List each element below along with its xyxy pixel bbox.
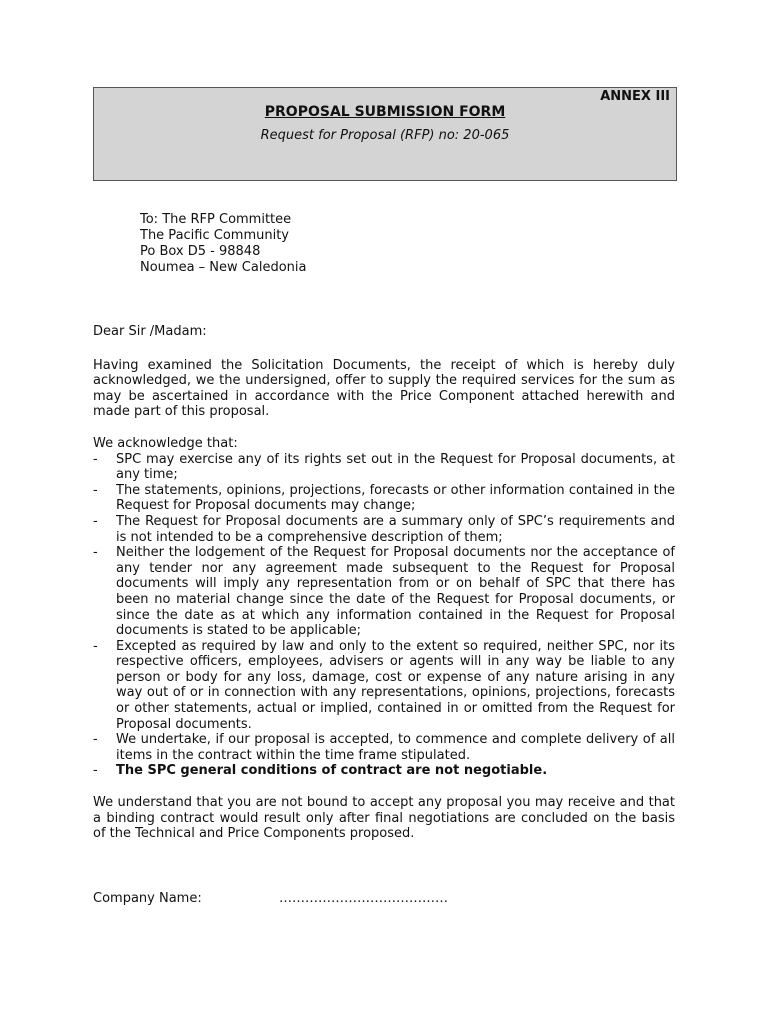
company-name-field: …………………………………: [279, 891, 448, 906]
bullet-dash: -: [93, 732, 98, 748]
list-item-text-bold: The SPC general conditions of contract are not negotiable.: [116, 763, 548, 779]
list-item: [93, 452, 675, 483]
closing-paragraph: We understand that you are not bound to accept any proposal you may receive and that a binding contract would result only after final negotiations are concluded on the basis of the Technical and Price Components proposed.: [93, 795, 675, 842]
bullet-dash: -: [93, 451, 98, 467]
list-item-text: Excepted as required by law and only to the extent so required, neither SPC, nor its respective officers, employees, advisers or agents will in any way be liable to any person or body for any loss, damage, cost or expense of any nature arising in any way out of or in connection with any representations, opinions, projections, forecasts or other statements, actual or implied, contained in or omitted from the Request for Proposal documents.: [116, 638, 675, 732]
recipient-address: [140, 212, 306, 276]
list-item: [93, 732, 675, 763]
list-item-text: Neither the lodgement of the Request for Proposal documents nor the acceptance of any tender nor any agreement made subsequent to the Request for Proposal documents will imply any representation from or on behalf of SPC that there has been no material change since the date of the Request for Proposal documents, or since the date as at which any information contained in the Request for Proposal documents is stated to be applicable;: [116, 545, 675, 639]
list-item-text: The Request for Proposal documents are a summary only of SPC’s requirements and is not intended to be a comprehensive description of them;: [116, 513, 675, 545]
address-line: The Pacific Community: [140, 228, 289, 243]
list-item: [93, 763, 675, 779]
list-item-text: SPC may exercise any of its rights set out in the Request for Proposal documents, at any time;: [116, 451, 675, 483]
letter-body: [93, 324, 675, 858]
list-item: [93, 514, 675, 545]
company-name-row: [93, 891, 675, 906]
bullet-dash: -: [93, 545, 98, 561]
annex-label: ANNEX III: [600, 89, 670, 104]
list-item: [93, 639, 675, 733]
form-title: PROPOSAL SUBMISSION FORM: [264, 104, 506, 120]
list-item: [93, 483, 675, 514]
address-line: Po Box D5 - 98848: [140, 244, 261, 259]
address-line: To: The RFP Committee: [140, 212, 292, 227]
bullet-dash: -: [93, 482, 98, 498]
rfp-number: Request for Proposal (RFP) no: 20-065: [260, 128, 510, 143]
intro-paragraph: Having examined the Solicitation Documents, the receipt of which is hereby duly acknowledged, we the undersigned, offer to supply the required services for the sum as may be ascertained in accordance with the Price Component attached herewith and made part of this proposal.: [93, 357, 675, 420]
header-box: [93, 87, 677, 181]
address-line: Noumea – New Caledonia: [140, 260, 307, 275]
list-item-text: We undertake, if our proposal is accepted, to commence and complete delivery of all items in the contract within the time frame stipulated.: [116, 732, 675, 763]
bullet-dash: -: [93, 638, 98, 654]
bullet-dash: -: [93, 763, 98, 779]
company-name-label: Company Name:: [93, 891, 202, 906]
acknowledgement-list: [93, 452, 675, 779]
salutation: Dear Sir /Madam:: [93, 324, 207, 339]
list-item: [93, 545, 675, 639]
bullet-dash: -: [93, 513, 98, 529]
acknowledge-heading: We acknowledge that:: [93, 435, 238, 451]
list-item-text: The statements, opinions, projections, forecasts or other information contained in the Request for Proposal documents may change;: [116, 482, 675, 514]
